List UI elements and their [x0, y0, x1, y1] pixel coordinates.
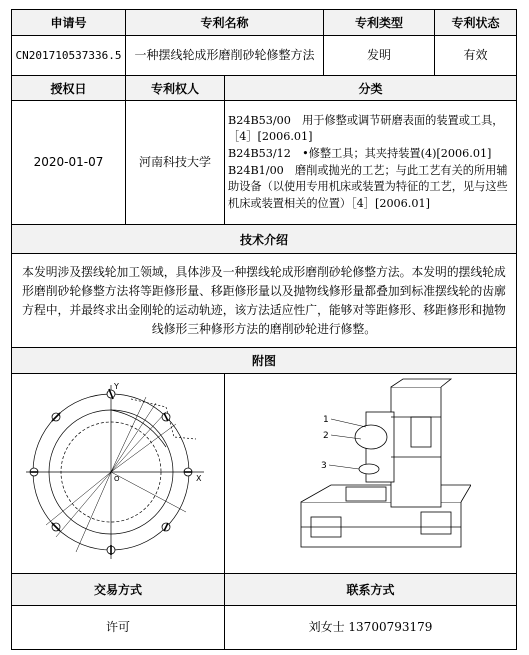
header-contact: 联系方式 — [225, 574, 517, 606]
header-patentee: 专利权人 — [126, 76, 225, 101]
header-application-no: 申请号 — [12, 10, 126, 36]
header-patent-status: 专利状态 — [435, 10, 517, 36]
contact: 刘女士 13700793179 — [225, 606, 517, 650]
header-patent-type: 专利类型 — [324, 10, 435, 36]
patent-type: 发明 — [324, 36, 435, 76]
header-classification: 分类 — [225, 76, 517, 101]
figure-cell-left — [12, 374, 225, 574]
patent-table — [11, 9, 517, 650]
figure-cell-right — [225, 374, 517, 574]
callout-1: 1 — [322, 414, 329, 425]
cycloid-diagram — [16, 377, 221, 567]
tech-intro-text: 本发明涉及摆线轮加工领域，具体涉及一种摆线轮成形磨削砂轮修整方法。本发明的摆线轮成形磨削砂轮修整方法将等距修形量、移距修形量以及抛物线修形量都叠加到标准摆线轮的齿廓方程中，并最终求出金刚轮的运动轨迹，该方法适应性广，能够对等距修形、移距修形和抛物线修形三种修形方法的磨削砂轮进行修整。 — [12, 254, 517, 348]
callout-3: 3 — [320, 460, 327, 471]
x-axis-label: X — [195, 473, 201, 483]
classification-item: B24B53/12 •修整工具；其夹持装置(4)[2006.01] — [228, 146, 492, 160]
classification-item: B24B1/00 磨削或抛光的工艺；与此工艺有关的所用辅助设备（以使用专用机床或装置为特征的工艺，见与这些机床或装置相关的位置）［4］[2006.01] — [228, 163, 508, 210]
patent-sheet — [11, 9, 516, 650]
header-tech-intro: 技术介绍 — [12, 225, 517, 254]
header-figures: 附图 — [12, 348, 517, 374]
grant-date: 2020-01-07 — [12, 101, 126, 225]
callout-2: 2 — [322, 430, 329, 441]
grinding-machine-drawing — [271, 377, 471, 567]
header-grant-date: 授权日 — [12, 76, 126, 101]
trade-mode: 许可 — [12, 606, 225, 650]
header-trade-mode: 交易方式 — [12, 574, 225, 606]
origin-label: O — [113, 474, 120, 483]
y-axis-label: Y — [113, 381, 119, 391]
patent-name: 一种摆线轮成形磨削砂轮修整方法 — [126, 36, 324, 76]
application-no: CN201710537336.5 — [12, 36, 126, 76]
patent-status: 有效 — [435, 36, 517, 76]
patentee: 河南科技大学 — [126, 101, 225, 225]
header-patent-name: 专利名称 — [126, 10, 324, 36]
classification-list — [225, 101, 517, 225]
classification-item: B24B53/00 用于修整或调节研磨表面的装置或工具，［4］[2006.01] — [228, 113, 504, 144]
